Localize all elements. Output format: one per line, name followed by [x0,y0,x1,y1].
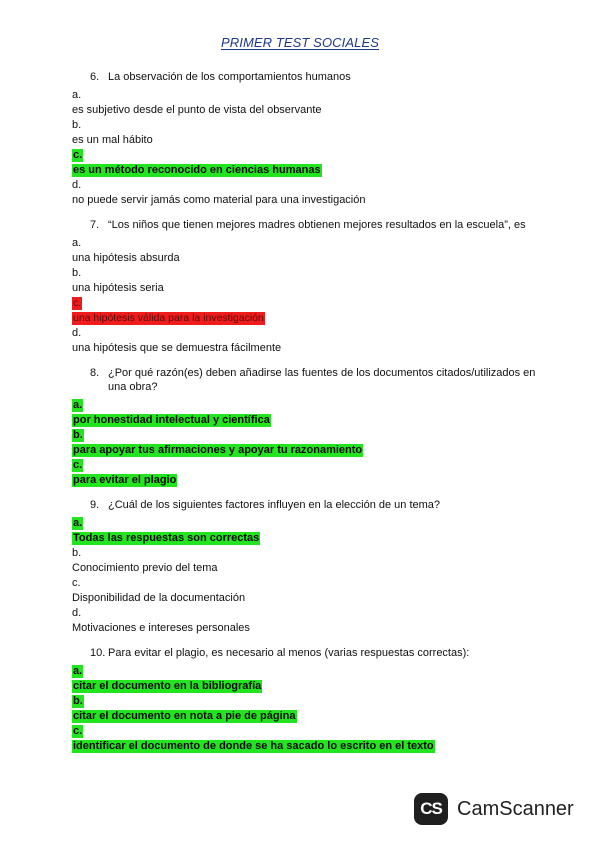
option-text-correct: identificar el documento de donde se ha sacado lo escrito en el texto [73,740,434,752]
question-number: 6. [90,71,100,83]
option-letter-wrong: c. [73,297,82,309]
option-text: una hipótesis absurda [72,252,180,264]
option-letter-correct: b. [73,429,83,441]
question-number: 8. [90,367,100,379]
quiz-content [72,70,542,754]
option-letter: d. [72,179,82,191]
question-text: ¿Por qué razón(es) deben añadirse las fuentes de los documentos citados/utilizados en una obra? [108,367,536,393]
question-number: 10. [90,647,106,659]
camscanner-brand: CamScanner [457,797,574,820]
question-text: Para evitar el plagio, es necesario al menos (varias respuestas correctas): [108,647,470,659]
option-text-correct: citar el documento en la bibliografía [73,680,262,692]
option-text-correct: para evitar el plagio [73,474,177,486]
option-text-correct: para apoyar tus afirmaciones y apoyar tu razonamiento [73,444,363,456]
question-text: ¿Cuál de los siguientes factores influyen en la elección de un tema? [108,499,441,511]
question-text: La observación de los comportamientos humanos [108,71,351,83]
option-text: Conocimiento previo del tema [72,562,218,574]
option-letter-correct: a. [73,517,83,529]
camscanner-logo-icon: CS [414,793,448,825]
question-7 [72,218,542,232]
option-text: es un mal hábito [72,134,153,146]
option-letter: c. [72,577,81,589]
question-6 [72,70,542,84]
option-text-wrong: una hipótesis válida para la investigación [73,312,264,324]
option-letter: a. [72,237,82,249]
camscanner-watermark [414,793,584,825]
option-text: es subjetivo desde el punto de vista del observante [72,104,322,116]
option-letter-correct: a. [73,399,83,411]
question-8 [72,366,542,394]
option-text-correct: es un método reconocido en ciencias humanas [73,164,321,176]
option-letter: d. [72,607,82,619]
option-text: no puede servir jamás como material para una investigación [72,194,366,206]
option-letter: b. [72,119,82,131]
option-text: una hipótesis seria [72,282,164,294]
option-text-correct: citar el documento en nota a pie de página [73,710,296,722]
question-number: 9. [90,499,100,511]
page-title: PRIMER TEST SOCIALES [220,35,380,50]
option-letter-correct: a. [73,665,83,677]
option-letter: a. [72,89,82,101]
option-text: Disponibilidad de la documentación [72,592,246,604]
option-letter-correct: c. [73,149,83,161]
question-number: 7. [90,219,100,231]
question-text: “Los niños que tienen mejores madres obtienen mejores resultados en la escuela”, es [108,219,526,231]
option-letter-correct: c. [73,459,83,471]
option-text: una hipótesis que se demuestra fácilmente [72,342,282,354]
option-text: Motivaciones e intereses personales [72,622,250,634]
option-letter-correct: c. [73,725,83,737]
option-letter-correct: b. [73,695,83,707]
option-text-correct: por honestidad intelectual y científica [73,414,270,426]
option-letter: b. [72,267,82,279]
question-9 [72,498,542,512]
option-letter: b. [72,547,82,559]
question-10 [72,646,542,660]
option-text-correct: Todas las respuestas son correctas [73,532,260,544]
option-letter: d. [72,327,82,339]
